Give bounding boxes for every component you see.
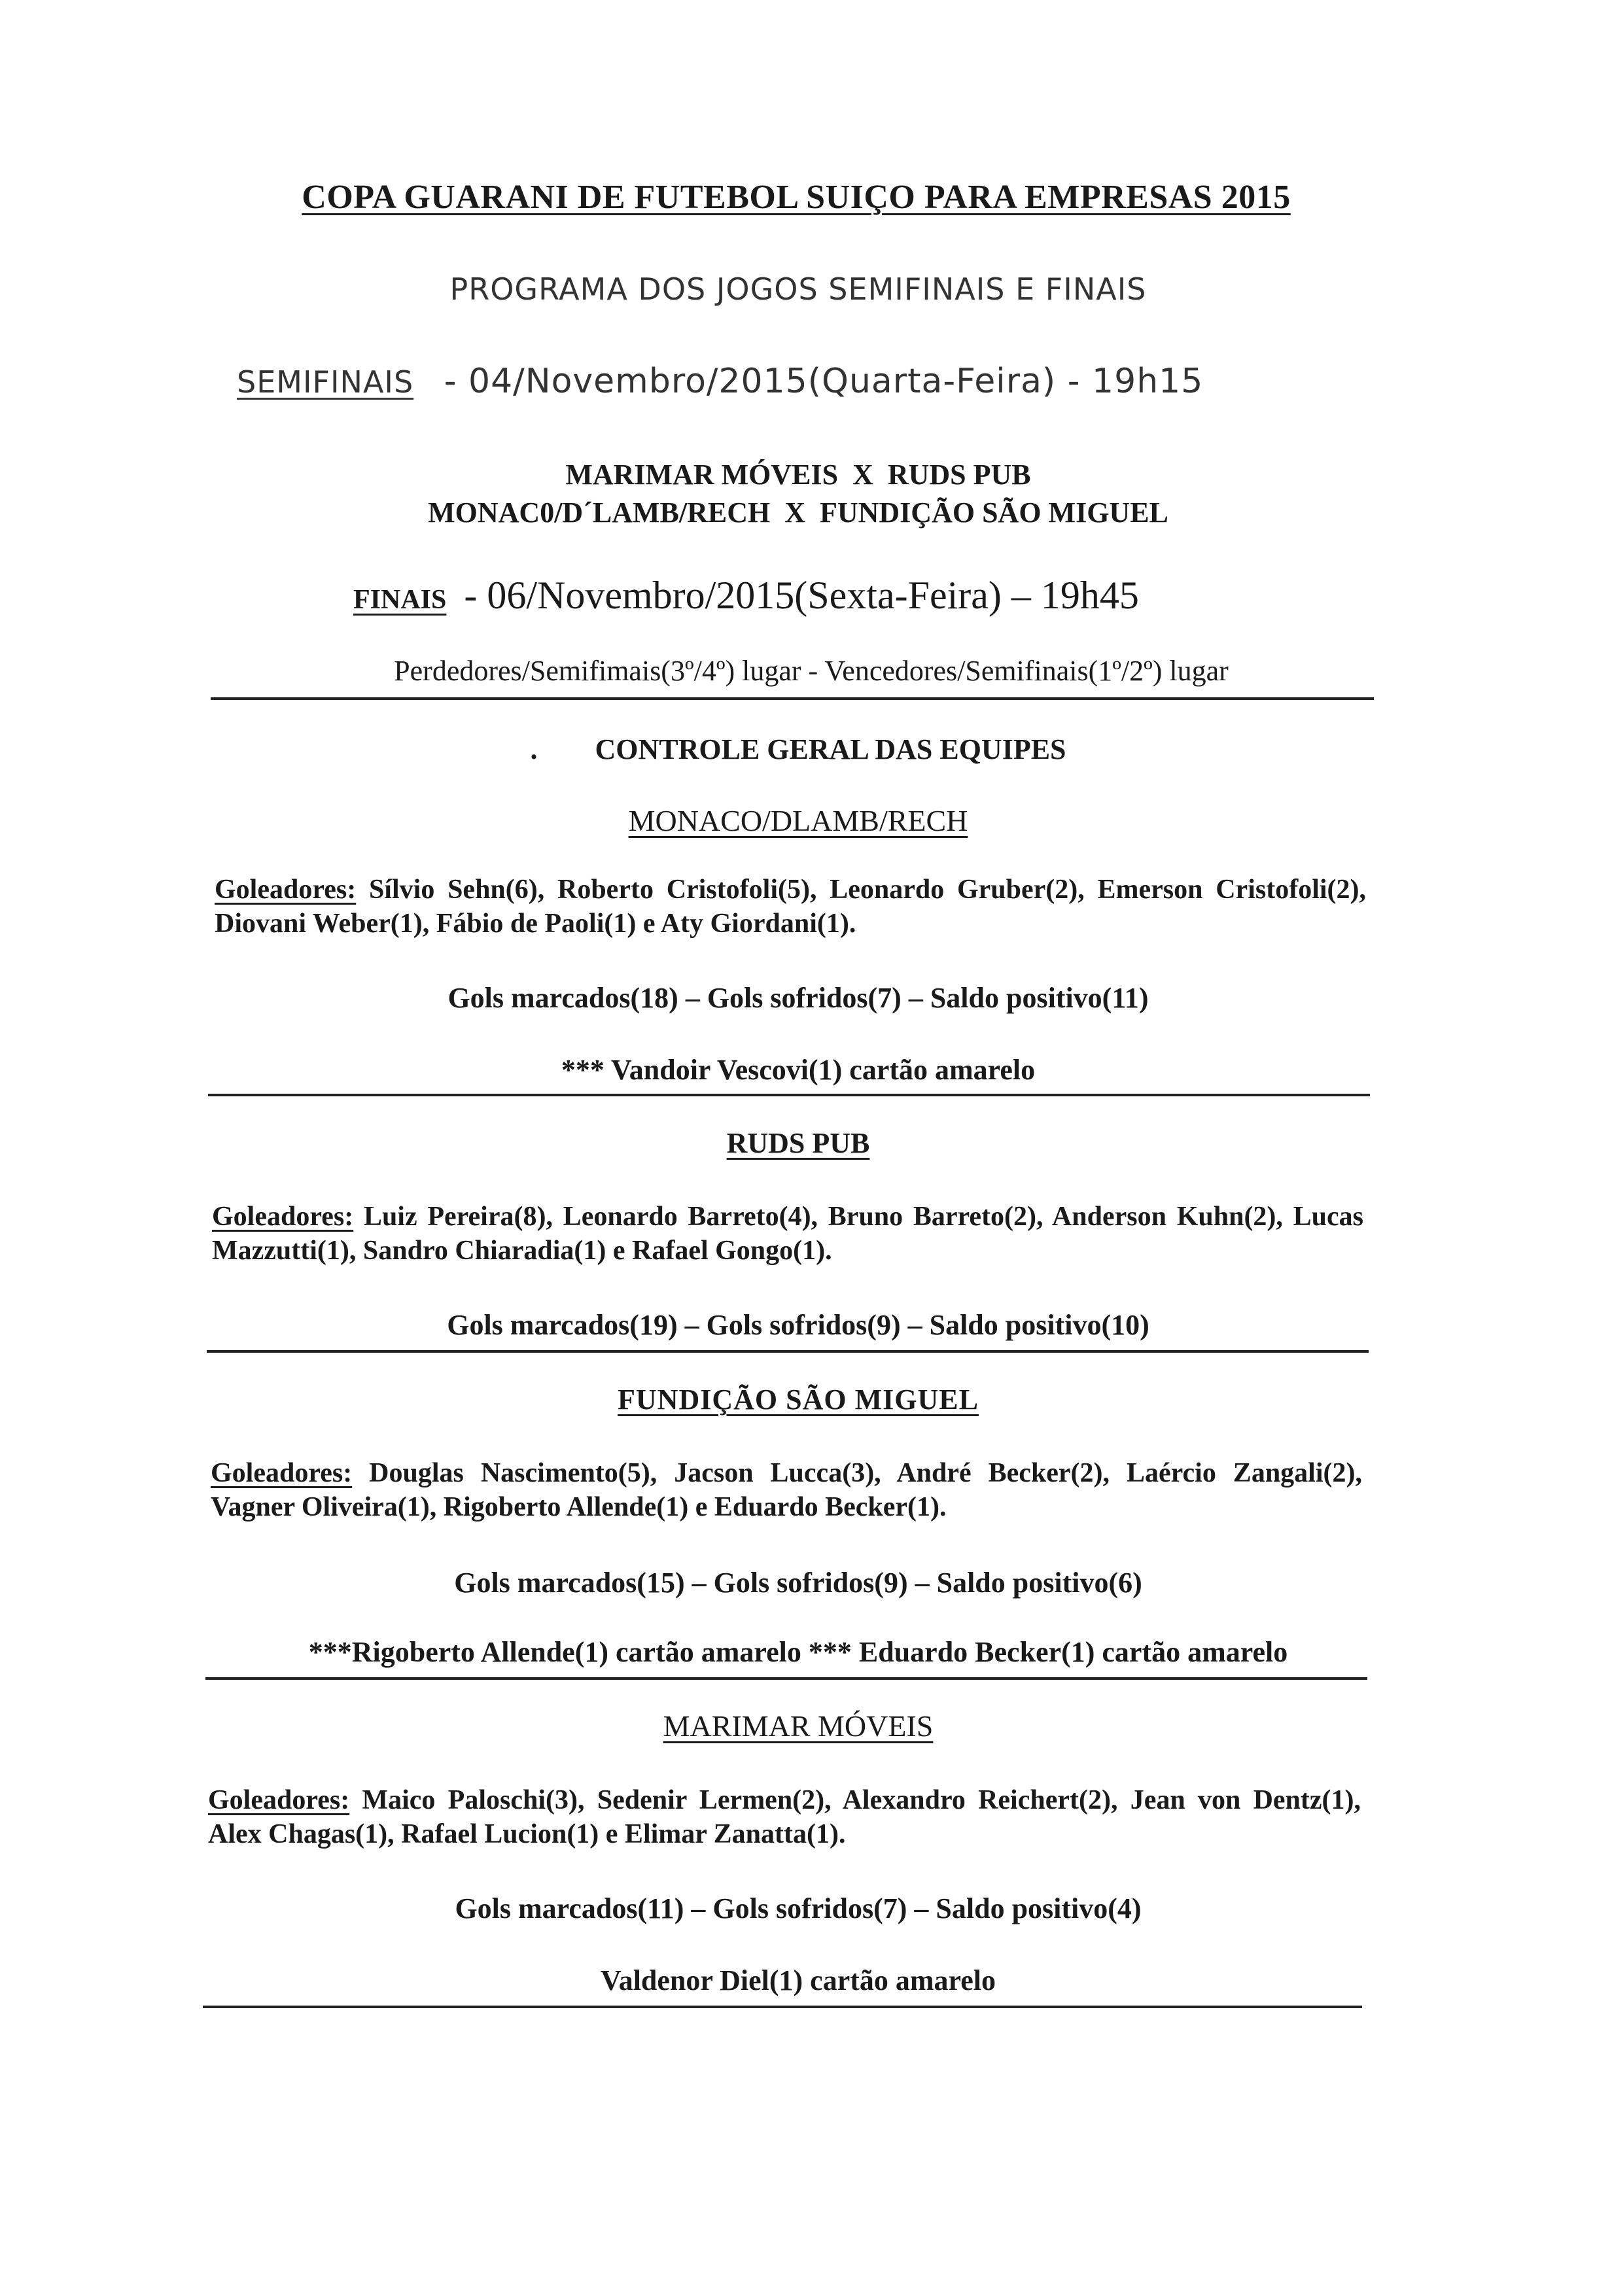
divider — [203, 2006, 1362, 2008]
team-cards: *** Vandoir Vescovi(1) cartão amarelo — [561, 1054, 1036, 1086]
divider — [205, 1677, 1367, 1680]
team-control-heading: . CONTROLE GERAL DAS EQUIPES — [530, 733, 1066, 765]
team-scorers — [208, 1783, 1361, 1851]
scorers-label: Goleadores: — [212, 1202, 354, 1232]
team-name: MARIMAR MÓVEIS — [663, 1709, 934, 1743]
document-title: COPA GUARANI DE FUTEBOL SUIÇO PARA EMPRESAS 2015 — [302, 179, 1291, 216]
team-name: FUNDIÇÃO SÃO MIGUEL — [618, 1383, 979, 1416]
scorers-text: Sílvio Sehn(6), Roberto Cristofoli(5), Leonardo Gruber(2), Emerson Cristofoli(2), Diovani Weber(1), Fábio de Paoli(1) e Aty Giordani(1). — [215, 875, 1366, 939]
scorers-text: Maico Paloschi(3), Sedenir Lermen(2), Alexandro Reichert(2), Jean von Dentz(1), Alex Chagas(1), Rafael Lucion(1) e Elimar Zanatta(1). — [208, 1785, 1361, 1849]
semifinals-date: - 04/Novembro/2015(Quarta-Feira) - 19h15 — [444, 362, 1204, 401]
team-stats: Gols marcados(18) – Gols sofridos(7) – Saldo positivo(11) — [447, 982, 1149, 1014]
scorers-label: Goleadores: — [211, 1458, 353, 1488]
team-cards: ***Rigoberto Allende(1) cartão amarelo *** Eduardo Becker(1) cartão amarelo — [308, 1636, 1288, 1668]
team-stats: Gols marcados(19) – Gols sofridos(9) – Saldo positivo(10) — [447, 1309, 1149, 1341]
program-heading: PROGRAMA DOS JOGOS SEMIFINAIS E FINAIS — [449, 271, 1147, 307]
scorers-label: Goleadores: — [215, 875, 357, 905]
semifinal-match-2: MONAC0/D´LAMB/RECH X FUNDIÇÃO SÃO MIGUEL — [428, 496, 1168, 529]
scorers-label: Goleadores: — [208, 1785, 350, 1815]
team-cards: Valdenor Diel(1) cartão amarelo — [600, 1964, 996, 1996]
finals-date: - 06/Novembro/2015(Sexta-Feira) – 19h45 — [464, 574, 1139, 617]
semifinal-match-1: MARIMAR MÓVEIS X RUDS PUB — [565, 459, 1031, 491]
scorers-text: Luiz Pereira(8), Leonardo Barreto(4), Bruno Barreto(2), Anderson Kuhn(2), Lucas Mazzutti(1), Sandro Chiaradia(1) e Rafael Gongo(1). — [212, 1202, 1363, 1266]
divider — [211, 697, 1374, 700]
semifinals-label: SEMIFINAIS — [237, 364, 414, 400]
team-stats: Gols marcados(11) – Gols sofridos(7) – Saldo positivo(4) — [455, 1892, 1142, 1924]
team-name: MONACO/DLAMB/RECH — [628, 804, 968, 837]
scorers-text: Douglas Nascimento(5), Jacson Lucca(3), André Becker(2), Laércio Zangali(2), Vagner Oliveira(1), Rigoberto Allende(1) e Eduardo Becker(1). — [211, 1458, 1362, 1522]
semifinals-date-line — [237, 362, 1362, 401]
finals-label: FINAIS — [353, 585, 447, 615]
divider — [208, 1094, 1370, 1096]
team-scorers — [215, 873, 1366, 941]
divider — [207, 1350, 1369, 1353]
team-scorers — [211, 1456, 1362, 1524]
team-scorers — [212, 1200, 1363, 1268]
team-stats: Gols marcados(15) – Gols sofridos(9) – Saldo positivo(6) — [454, 1567, 1142, 1599]
finals-note: Perdedores/Semifimais(3º/4º) lugar - Vencedores/Semifinais(1º/2º) lugar — [394, 655, 1229, 687]
finals-date-line — [353, 573, 1308, 618]
team-name: RUDS PUB — [726, 1127, 870, 1159]
